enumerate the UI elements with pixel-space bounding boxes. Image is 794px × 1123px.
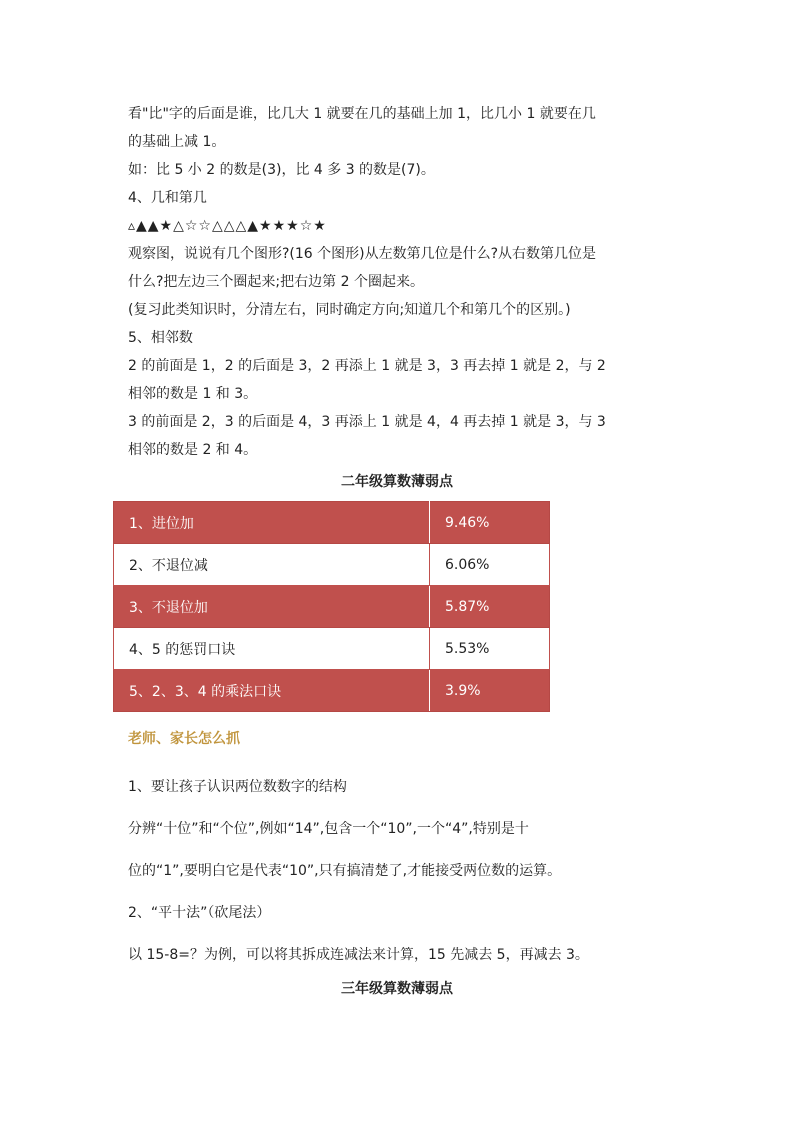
paragraph-line: 2 的前面是 1，2 的后面是 3，2 再添上 1 就是 3，3 再去掉 1 就是 2，与 2: [128, 358, 606, 374]
section-heading-5: 5、相邻数: [128, 330, 193, 346]
top-text-block: [128, 100, 668, 464]
paragraph-line: 1、要让孩子认识两位数数字的结构: [128, 779, 347, 795]
section-heading-4: 4、几和第几: [128, 190, 207, 206]
grade2-title: 二年级算数薄弱点: [341, 474, 453, 490]
table-cell-percent: 9.46%: [430, 502, 550, 544]
table-cell-item: 3、不退位加: [114, 586, 430, 628]
paragraph-line: 2、“平十法”（砍尾法）: [128, 905, 271, 921]
lower-text-block: [128, 766, 688, 976]
table-cell-percent: 6.06%: [430, 544, 550, 586]
table-cell-percent: 5.87%: [430, 586, 550, 628]
paragraph-line: 位的“1”,要明白它是代表“10”,只有搞清楚了,才能接受两位数的运算。: [128, 863, 562, 879]
table-row: [114, 502, 550, 544]
paragraph-line: 相邻的数是 1 和 3。: [128, 386, 258, 402]
paragraph-line: 的基础上减 1。: [128, 134, 226, 150]
teacher-parent-subhead: 老师、家长怎么抓: [128, 731, 240, 747]
table-row: [114, 586, 550, 628]
weak-points-table: [113, 501, 550, 712]
paragraph-line: (复习此类知识时，分清左右，同时确定方向;知道几个和第几个的区别。): [128, 302, 571, 318]
paragraph-line: 如：比 5 小 2 的数是(3)，比 4 多 3 的数是(7)。: [128, 162, 435, 178]
shapes-sequence: ▵▲▲★△☆☆△△△▲★★★☆★: [128, 218, 327, 234]
table-row: [114, 670, 550, 712]
table-cell-item: 2、不退位减: [114, 544, 430, 586]
paragraph-line: 分辨“十位”和“个位”,例如“14”,包含一个“10”,一个“4”,特别是十: [128, 821, 529, 837]
paragraph-line: 以 15-8=？为例，可以将其拆成连减法来计算，15 先减去 5，再减去 3。: [128, 947, 589, 963]
paragraph-line: 观察图，说说有几个图形?(16 个图形)从左数第几位是什么?从右数第几位是: [128, 246, 597, 262]
table-cell-item: 1、进位加: [114, 502, 430, 544]
table-row: [114, 544, 550, 586]
table-cell-item: 4、5 的惩罚口诀: [114, 628, 430, 670]
grade3-title: 三年级算数薄弱点: [341, 981, 453, 997]
paragraph-line: 3 的前面是 2，3 的后面是 4，3 再添上 1 就是 4，4 再去掉 1 就是 3，与 3: [128, 414, 606, 430]
table-cell-percent: 3.9%: [430, 670, 550, 712]
paragraph-line: 相邻的数是 2 和 4。: [128, 442, 258, 458]
paragraph-line: 什么?把左边三个圈起来;把右边第 2 个圈起来。: [128, 274, 424, 290]
table-row: [114, 628, 550, 670]
paragraph-line: 看"比"字的后面是谁，比几大 1 就要在几的基础上加 1，比几小 1 就要在几: [128, 106, 596, 122]
table-cell-item: 5、2、3、4 的乘法口诀: [114, 670, 430, 712]
table-cell-percent: 5.53%: [430, 628, 550, 670]
